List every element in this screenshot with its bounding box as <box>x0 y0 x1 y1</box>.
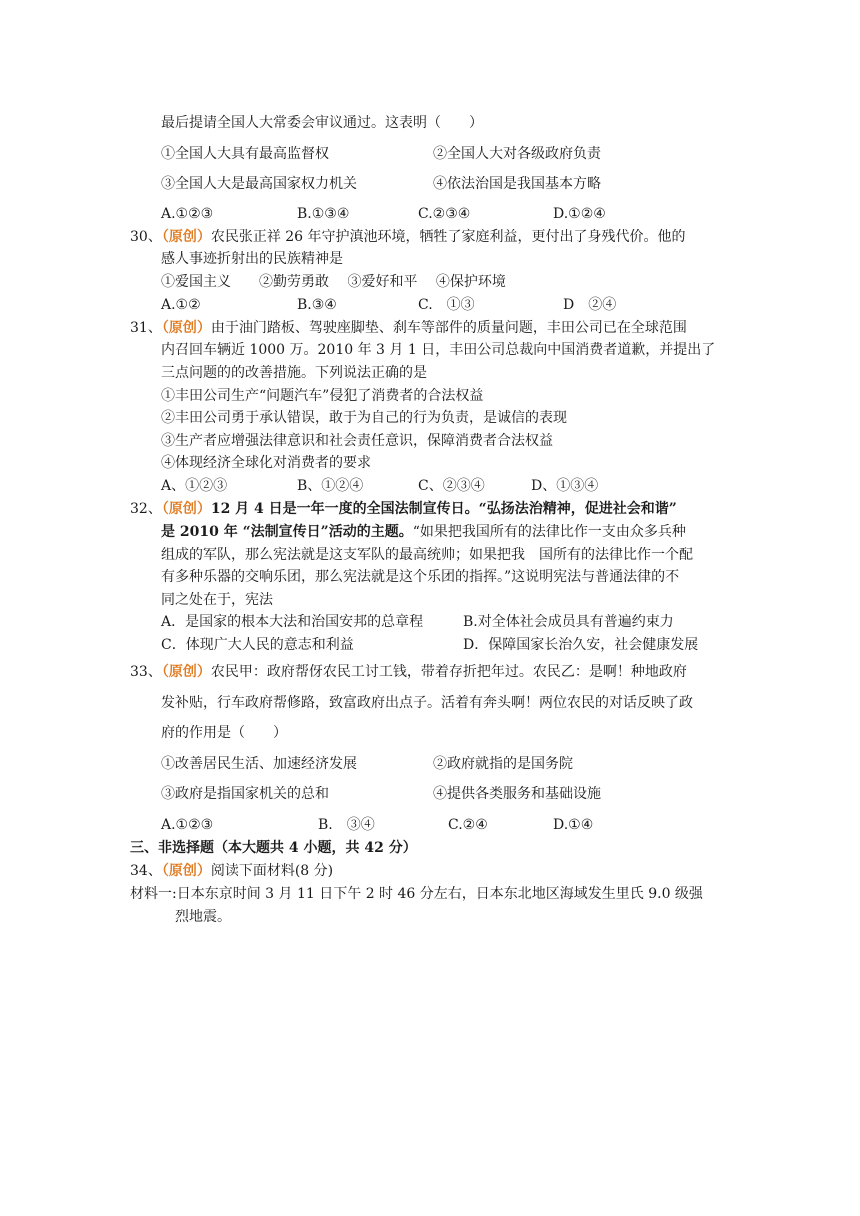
q29-choice-c: C.②③④ <box>418 206 471 222</box>
q33-line-1 <box>130 662 687 682</box>
q30-choice-b: B.③④ <box>297 297 337 313</box>
q33-option-1: ①改善居民生活、加速经济发展 <box>161 756 357 772</box>
q33-line-3: 府的作用是（ ） <box>161 725 287 741</box>
q31-option-1: ①丰田公司生产“问题汽车”侵犯了消费者的合法权益 <box>161 388 484 404</box>
q31-line-2: 内召回车辆近 1000 万。2010 年 3 月 1 日，丰田公司总裁向中国消费者道歉，并提出了 <box>161 342 716 358</box>
q30-options: ①爱国主义 ②勤劳勇敢 ③爱好和平 ④保护环境 <box>161 274 506 290</box>
q30-number: 30、 <box>130 229 162 245</box>
q31-choice-d: D、①③④ <box>531 478 599 494</box>
original-tag: （原创） <box>161 320 211 336</box>
q33-choice-c: C.②④ <box>448 817 488 833</box>
original-tag: （原创） <box>161 501 211 517</box>
q32-line-1 <box>130 499 677 519</box>
q31-option-4: ④体现经济全球化对消费者的要求 <box>161 455 371 471</box>
q30-line-1 <box>130 227 686 247</box>
q31-choice-c: C、②③④ <box>418 478 485 494</box>
q33-text: 农民甲：政府帮伢农民工讨工钱，带着存折把年过。农民乙：是啊！种地政府 <box>210 664 687 680</box>
q32-line-5: 同之处在于，宪法 <box>161 592 273 608</box>
q33-option-3: ③政府是指国家机关的总和 <box>161 786 329 802</box>
q32-text: 12 月 4 日是一年一度的全国法制宣传日。“弘扬法治精神，促进社会和谐” <box>210 501 677 517</box>
q32-quote: “如果把我国所有的法律比作一支由众多兵种 <box>412 524 686 540</box>
q32-line-3: 组成的军队，那么宪法就是这支军队的最高统帅；如果把我 国所有的法律比作一个配 <box>161 547 693 563</box>
q32-choice-a: A．是国家的根本大法和治国安邦的总章程 <box>161 614 424 630</box>
q29-option-3: ③全国人大是最高国家权力机关 <box>161 176 357 192</box>
q31-line-3: 三点问题的的改善措施。下列说法正确的是 <box>161 365 427 381</box>
q31-option-3: ③生产者应增强法律意识和社会责任意识，保障消费者合法权益 <box>161 433 553 449</box>
q30-text: 农民张正祥 26 年守护滇池环境，牺牲了家庭利益，更付出了身残代价。他的 <box>210 229 686 245</box>
q32-number: 32、 <box>130 501 162 517</box>
q29-option-2: ②全国人大对各级政府负责 <box>433 146 601 162</box>
q34-line-1 <box>130 861 333 881</box>
section-3-heading: 三、非选择题（本大题共 4 小题，共 42 分） <box>130 840 417 856</box>
q31-line-1 <box>130 318 687 338</box>
q32-choice-b: B.对全体社会成员具有普遍约束力 <box>463 614 674 630</box>
q29-stem: 最后提请全国人大常委会审议通过。这表明（ ） <box>161 115 483 131</box>
q29-choice-b: B.①③④ <box>297 206 350 222</box>
q31-text: 由于油门踏板、驾驶座脚垫、刹车等部件的质量问题，丰田公司已在全球范围 <box>210 320 687 336</box>
q34-material-1: 材料一:日本东京时间 3 月 11 日下午 2 时 46 分左右，日本东北地区海域发生里氏 9.0 级强 <box>130 886 703 902</box>
q31-choice-a: A、①②③ <box>161 478 228 494</box>
q31-option-2: ②丰田公司勇于承认错误，敢于为自己的行为负责，是诚信的表现 <box>161 410 567 426</box>
q32-theme: 是 2010 年 “法制宣传日”活动的主题。 <box>161 524 413 540</box>
q33-choice-d: D.①④ <box>553 817 594 833</box>
q33-number: 33、 <box>130 664 162 680</box>
q32-line-2 <box>161 522 686 542</box>
q29-option-4: ④依法治国是我国基本方略 <box>433 176 601 192</box>
q33-option-4: ④提供各类服务和基础设施 <box>433 786 601 802</box>
q29-choice-a: A.①②③ <box>161 206 214 222</box>
q32-choice-d: D．保障国家长治久安，社会健康发展 <box>463 637 699 653</box>
q32-line-4: 有多种乐器的交响乐团，那么宪法就是这个乐团的指挥。”这说明宪法与普通法律的不 <box>161 569 680 585</box>
q33-option-2: ②政府就指的是国务院 <box>433 756 573 772</box>
original-tag: （原创） <box>161 664 211 680</box>
q31-choice-b: B、①②④ <box>297 478 364 494</box>
q30-choice-c: C. ①③ <box>418 297 475 313</box>
q29-choice-d: D.①②④ <box>553 206 606 222</box>
q34-number: 34、 <box>130 863 162 879</box>
q30-choice-d: D ②④ <box>563 297 617 313</box>
q29-option-1: ①全国人大具有最高监督权 <box>161 146 329 162</box>
q34-material-1-cont: 烈地震。 <box>175 909 231 925</box>
q30-line-2: 感人事迹折射出的民族精神是 <box>161 251 343 267</box>
q34-text: 阅读下面材料(8 分) <box>210 863 334 879</box>
original-tag: （原创） <box>161 863 211 879</box>
q33-choice-a: A.①②③ <box>161 817 214 833</box>
original-tag: （原创） <box>161 229 211 245</box>
q33-line-2: 发补贴，行车政府帮修路，致富政府出点子。活着有奔头啊！两位农民的对话反映了政 <box>161 695 693 711</box>
q32-choice-c: C．体现广大人民的意志和利益 <box>161 637 354 653</box>
q33-choice-b: B. ③④ <box>318 817 375 833</box>
q31-number: 31、 <box>130 320 162 336</box>
q30-choice-a: A.①② <box>161 297 201 313</box>
